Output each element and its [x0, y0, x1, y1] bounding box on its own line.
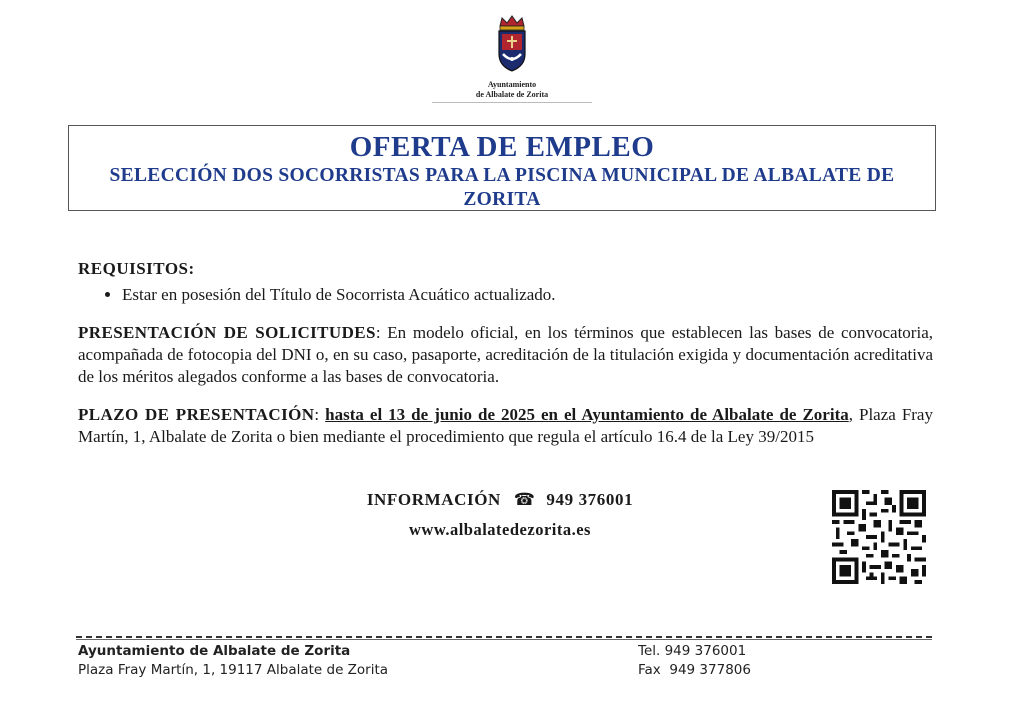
footer-divider [76, 636, 932, 638]
info-label: INFORMACIÓN [366, 490, 501, 509]
crest-caption-line1: Ayuntamiento [487, 80, 537, 89]
applications-paragraph [78, 322, 933, 388]
website-link[interactable]: www.albalatedezorita.es [409, 520, 591, 539]
page-subtitle: SELECCIÓN DOS SOCORRISTAS PARA LA PISCINA MUNICIPAL DE ALBALATE DE ZORITA [109, 165, 895, 210]
deadline-paragraph [78, 404, 933, 448]
crest-caption-line2: de Albalate de Zorita [475, 90, 549, 99]
applications-text: : En modelo oficial, en los términos que establecen las bases de convocatoria, acompañada de fotocopia del DNI o, en su caso, pasaporte, acreditación de la titulación exigida y documentación acreditativa de los méritos alegados conforme a las bases de convocatoria. [78, 323, 933, 386]
footer-fax: Fax 949 377806 [638, 662, 751, 678]
telephone-icon: ☎ [513, 490, 536, 509]
list-item: • Estar en posesión del Título de Socorrista Acuático actualizado. [122, 284, 933, 306]
footer-tel: Tel. 949 376001 [638, 643, 747, 659]
requirements-heading: REQUISITOS: [78, 259, 195, 278]
main-content [78, 258, 933, 448]
title-box [68, 125, 936, 211]
deadline-highlight: hasta el 13 de junio de 2025 en el Ayuntamiento de Albalate de Zorita [325, 405, 849, 424]
qr-code-icon[interactable] [832, 490, 926, 584]
footer-address-block [78, 642, 388, 680]
requirements-list [78, 284, 933, 306]
footer-org-name: Ayuntamiento de Albalate de Zorita [78, 643, 351, 659]
crest-divider [432, 102, 592, 103]
coat-of-arms-icon [492, 12, 532, 76]
deadline-label: PLAZO DE PRESENTACIÓN [78, 405, 315, 424]
municipal-crest [412, 12, 612, 103]
page-title: OFERTA DE EMPLEO [349, 131, 655, 163]
deadline-text: , Plaza Fray Martín, 1, Albalate de Zorita o bien mediante el procedimiento que regula el artículo 16.4 de la Ley 39/2015 [78, 405, 933, 446]
footer-contact-block [638, 642, 751, 680]
contact-info [300, 488, 700, 540]
deadline-separator: : [314, 405, 326, 424]
info-phone: 949 376001 [546, 490, 634, 509]
footer-address: Plaza Fray Martín, 1, 19117 Albalate de Zorita [78, 662, 389, 678]
footer-divider-line [76, 639, 932, 640]
info-line [300, 488, 700, 512]
applications-label: PRESENTACIÓN DE SOLICITUDES [78, 323, 376, 342]
